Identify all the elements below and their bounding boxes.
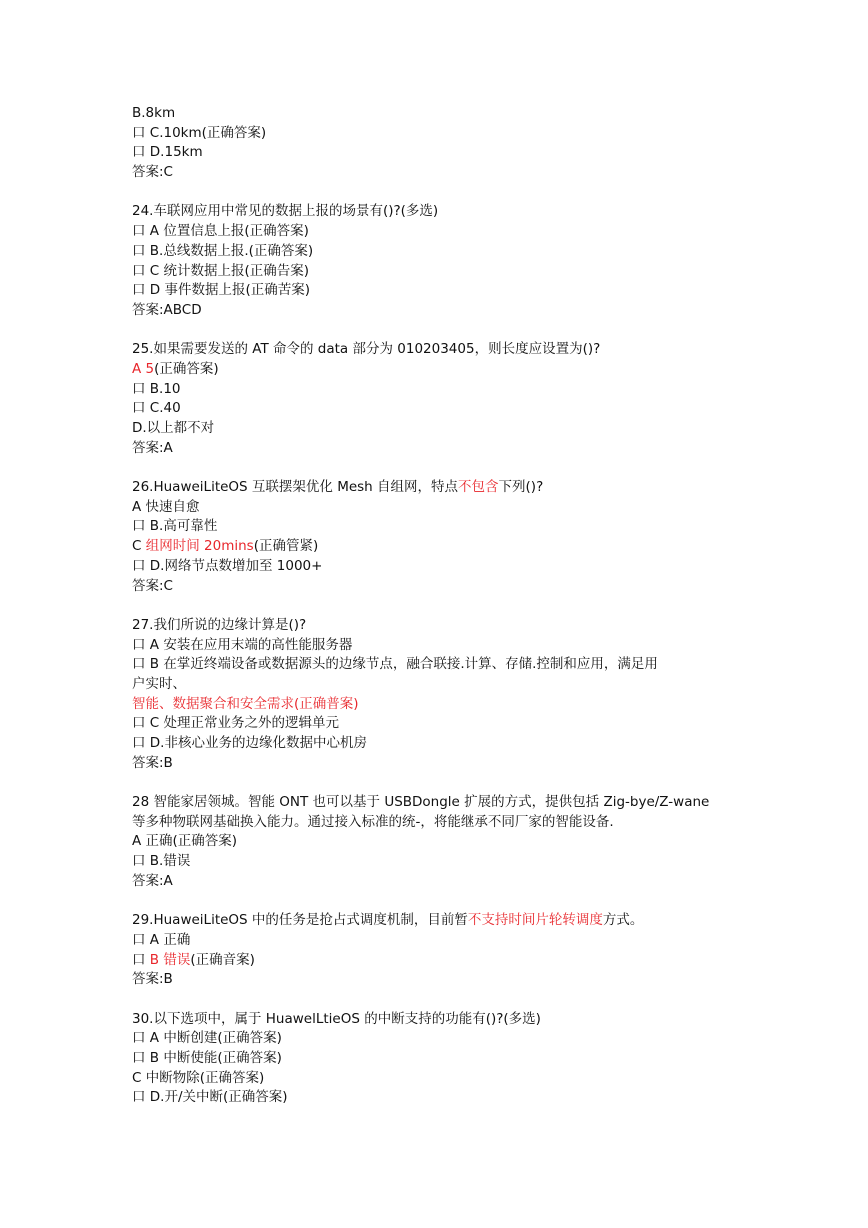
text-line (132, 360, 742, 380)
text-segment: 24.车联网应用中常见的数据上报的场景有()?(多选) (132, 203, 439, 220)
text-segment: (正确音案) (190, 951, 255, 968)
text-segment: 28 智能家居领城。智能 ONT 也可以基于 USBDongle 扩展的方式，提供包括 Zig-bye/Z-wane (132, 794, 710, 811)
paragraph-gap (132, 990, 742, 1010)
text-line (132, 340, 742, 360)
text-segment: 户实时、 (132, 675, 186, 692)
text-line (132, 577, 742, 597)
text-line (132, 636, 742, 656)
text-line (132, 1010, 742, 1030)
text-segment: B.8km (132, 105, 176, 121)
text-line (132, 616, 742, 636)
text-segment: 口 A 位置信息上报(正确答案) (132, 223, 309, 240)
text-line (132, 517, 742, 537)
text-line (132, 242, 742, 262)
text-line (132, 695, 742, 715)
text-line (132, 301, 742, 321)
text-line (132, 1049, 742, 1069)
text-line (132, 478, 742, 498)
text-segment: 口 B.10 (132, 380, 181, 397)
text-line (132, 754, 742, 774)
highlighted-text: 组网时间 20mins (145, 538, 254, 555)
text-line (132, 852, 742, 872)
text-segment: 口 D.15km (132, 144, 203, 161)
text-segment: 口 B.高可靠性 (132, 518, 218, 535)
highlighted-text: 不包含 (458, 479, 499, 496)
text-segment: (正确答案) (154, 360, 219, 377)
text-line (132, 163, 742, 183)
paragraph-gap (132, 892, 742, 912)
text-segment: 26.HuaweiLiteOS 互联摆架优化 Mesh 自组网，特点 (132, 479, 459, 496)
text-segment: 下列()? (498, 479, 544, 496)
text-segment: 口 C.10km(正确答案) (132, 124, 267, 141)
text-segment: 答案:A (132, 872, 173, 889)
text-line (132, 439, 742, 459)
text-segment: (正确管紧) (253, 538, 319, 555)
text-segment: 答案:C (132, 164, 173, 181)
text-line (132, 419, 742, 439)
document-page (132, 104, 742, 1108)
text-segment: 口 D.开/关中断(正确答案) (132, 1089, 288, 1106)
text-line (132, 202, 742, 222)
text-segment: A 快速自愈 (132, 498, 200, 515)
text-segment: 答案:B (132, 754, 173, 771)
text-segment: 口 C 统计数据上报(正确告案) (132, 262, 310, 279)
highlighted-text: 智能、数据聚合和安全需求(正确普案) (132, 695, 359, 712)
text-segment: 27.我们所说的边缘计算是()? (132, 616, 307, 633)
text-line (132, 970, 742, 990)
text-line (132, 951, 742, 971)
paragraph-gap (132, 596, 742, 616)
text-segment: 口 B.总线数据上报.(正确答案) (132, 242, 314, 259)
text-segment: 答案:B (132, 971, 173, 988)
text-line (132, 872, 742, 892)
text-segment: 口 A 中断创建(正确答案) (132, 1030, 282, 1047)
text-line (132, 498, 742, 518)
text-line (132, 832, 742, 852)
text-line (132, 222, 742, 242)
text-segment: C 中断物除(正确答案) (132, 1069, 265, 1086)
paragraph-gap (132, 773, 742, 793)
text-segment: A 正确(正确答案) (132, 833, 238, 850)
text-segment: 答案:ABCD (132, 301, 202, 318)
text-line (132, 931, 742, 951)
text-segment: 口 A 正确 (132, 931, 191, 948)
text-line (132, 537, 742, 557)
highlighted-text: B 错误 (149, 951, 191, 968)
text-segment: 口 (132, 951, 150, 968)
text-segment: 口 B 中断使能(正确答案) (132, 1050, 282, 1066)
paragraph-gap (132, 458, 742, 478)
text-line (132, 104, 742, 124)
text-segment: 30.以下选项中，属于 HuawelLtieOS 的中断支持的功能有()?(多选) (132, 1010, 541, 1027)
text-line (132, 143, 742, 163)
text-segment: C (132, 538, 146, 555)
text-line (132, 675, 742, 695)
text-segment: 口 D 事件数据上报(正确苦案) (132, 282, 311, 299)
text-segment: 口 B 在掌近终端设备或数据源头的边缘节点，融合联接.计算、存储.控制和应用，满足用 (132, 656, 658, 673)
text-segment: 口 A 安装在应用末端的高性能服务器 (132, 636, 353, 653)
paragraph-gap (132, 183, 742, 203)
text-segment: 口 D.网络节点数增加至 1000+ (132, 557, 323, 574)
text-line (132, 1088, 742, 1108)
text-segment: 29.HuaweiLiteOS 中的任务是抢占式调度机制，目前暂 (132, 912, 468, 929)
text-line (132, 281, 742, 301)
text-line (132, 1069, 742, 1089)
text-segment: 口 C.40 (132, 400, 181, 417)
text-line (132, 124, 742, 144)
text-segment: D.以上都不对 (132, 420, 215, 436)
text-segment: 答案:C (132, 577, 173, 594)
text-segment: 口 D.非核心业务的边缘化数据中心机房 (132, 735, 367, 751)
text-segment: 25.如果需要发送的 AT 命令的 data 部分为 010203405，则长度应设置为()? (132, 341, 601, 358)
text-segment: 等多种物联网基础换入能力。通过接入标准的统-，将能继承不同厂家的智能设备. (132, 813, 614, 830)
text-line (132, 793, 742, 813)
paragraph-gap (132, 321, 742, 341)
text-segment: 答案:A (132, 439, 173, 456)
text-line (132, 911, 742, 931)
text-line (132, 734, 742, 754)
text-line (132, 380, 742, 400)
text-line (132, 714, 742, 734)
text-line (132, 1029, 742, 1049)
text-line (132, 655, 742, 675)
text-segment: 方式。 (602, 912, 644, 929)
text-segment: 口 B.错误 (132, 853, 191, 870)
highlighted-text: A 5 (132, 360, 155, 377)
highlighted-text: 不支持时间片轮转调度 (467, 912, 603, 929)
text-line (132, 557, 742, 577)
text-line (132, 399, 742, 419)
text-segment: 口 C 处理正常业务之外的逻辑单元 (132, 715, 340, 732)
text-line (132, 262, 742, 282)
text-line (132, 813, 742, 833)
